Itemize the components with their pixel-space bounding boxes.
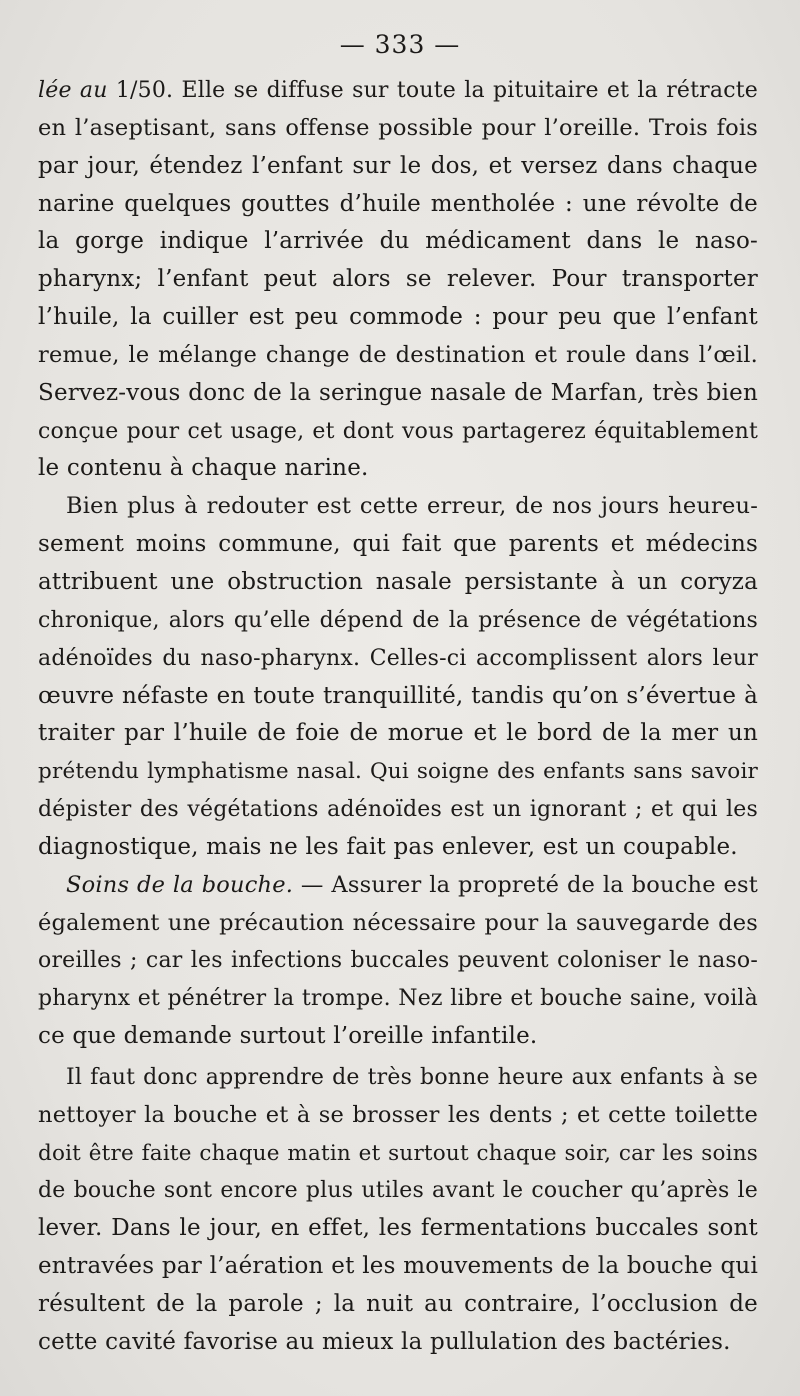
text-line: en l’aseptisant, sans offense possible pour l’oreille. Trois fois: [38, 114, 758, 141]
text-line: oreilles ; car les infections buccales peuvent coloniser le naso-: [38, 948, 758, 974]
text-line: chronique, alors qu’elle dépend de la présence de végétations: [38, 607, 758, 633]
text-line: pharynx; l’enfant peut alors se relever. Pour transporter: [38, 266, 758, 293]
text-line: remue, le mélange change de destination et roule dans l’œil.: [38, 341, 758, 368]
text-line: pharynx et pénétrer la trompe. Nez libre et bouche saine, voilà: [38, 986, 758, 1012]
text-line: doit être faite chaque matin et surtout chaque soir, car les soins: [38, 1140, 758, 1166]
text-line: par jour, étendez l’enfant sur le dos, et versez dans chaque: [38, 152, 758, 179]
paragraph-2: [38, 488, 758, 866]
text-line: [38, 72, 758, 110]
text-line: entravées par l’aération et les mouvements de la bouche qui: [38, 1253, 758, 1280]
text-line: nettoyer la bouche et à se brosser les dents ; et cette toilette: [38, 1101, 758, 1128]
section-heading: Soins de la bouche.: [66, 871, 294, 898]
text-line: ce que demande surtout l’oreille infantile.: [38, 1023, 538, 1050]
text-line: Il faut donc apprendre de très bonne heure aux enfants à se: [66, 1064, 758, 1090]
text-line: cette cavité favorise au mieux la pullulation des bactéries.: [38, 1328, 731, 1355]
text-line: de bouche sont encore plus utiles avant le coucher qu’après le: [38, 1178, 758, 1204]
line-text: 1/50. Elle se diffuse sur toute la pituitaire et la rétracte: [107, 78, 758, 103]
text-line: narine quelques gouttes d’huile mentholée : une révolte de: [38, 190, 758, 217]
text-line: diagnostique, mais ne les fait pas enlever, est un coupable.: [38, 833, 738, 860]
text-line: Bien plus à redouter est cette erreur, de nos jours heureu-: [66, 493, 758, 520]
text-line: conçue pour cet usage, et dont vous partagerez équitablement: [38, 418, 758, 444]
paragraph-4: [38, 1059, 758, 1362]
text-line: résultent de la parole ; la nuit au contraire, l’occlusion de: [38, 1291, 758, 1317]
text-line: l’huile, la cuiller est peu commode : pour peu que l’enfant: [38, 304, 758, 331]
text-line: lever. Dans le jour, en effet, les fermentations buccales sont: [38, 1215, 758, 1242]
line-text: — Assurer la propreté de la bouche est: [293, 871, 758, 898]
text-line: le contenu à chaque narine.: [38, 455, 369, 482]
page-number: — 333 —: [339, 30, 461, 59]
text-line: adénoïdes du naso-pharynx. Celles-ci accomplissent alors leur: [38, 645, 758, 671]
text-line: dépister des végétations adénoïdes est un ignorant ; et qui les: [38, 797, 758, 823]
text-line: œuvre néfaste en toute tranquillité, tandis qu’on s’évertue à: [38, 682, 758, 709]
body-text: [38, 72, 758, 1362]
text-line: attribuent une obstruction nasale persistante à un coryza: [38, 568, 758, 595]
text-line: [38, 867, 758, 905]
paragraph-3: [38, 867, 758, 1056]
text-line: sement moins commune, qui fait que parents et médecins: [38, 531, 758, 558]
paragraph-1: [38, 72, 758, 488]
text-line: traiter par l’huile de foie de morue et le bord de la mer un: [38, 720, 758, 747]
text-line: également une précaution nécessaire pour la sauvegarde des: [38, 909, 758, 936]
text-line: Servez-vous donc de la seringue nasale de Marfan, très bien: [38, 379, 758, 406]
italic-fragment: lée au: [38, 78, 108, 103]
text-line: prétendu lymphatisme nasal. Qui soigne des enfants sans savoir: [38, 759, 758, 785]
text-line: la gorge indique l’arrivée du médicament dans le naso-: [38, 228, 758, 255]
